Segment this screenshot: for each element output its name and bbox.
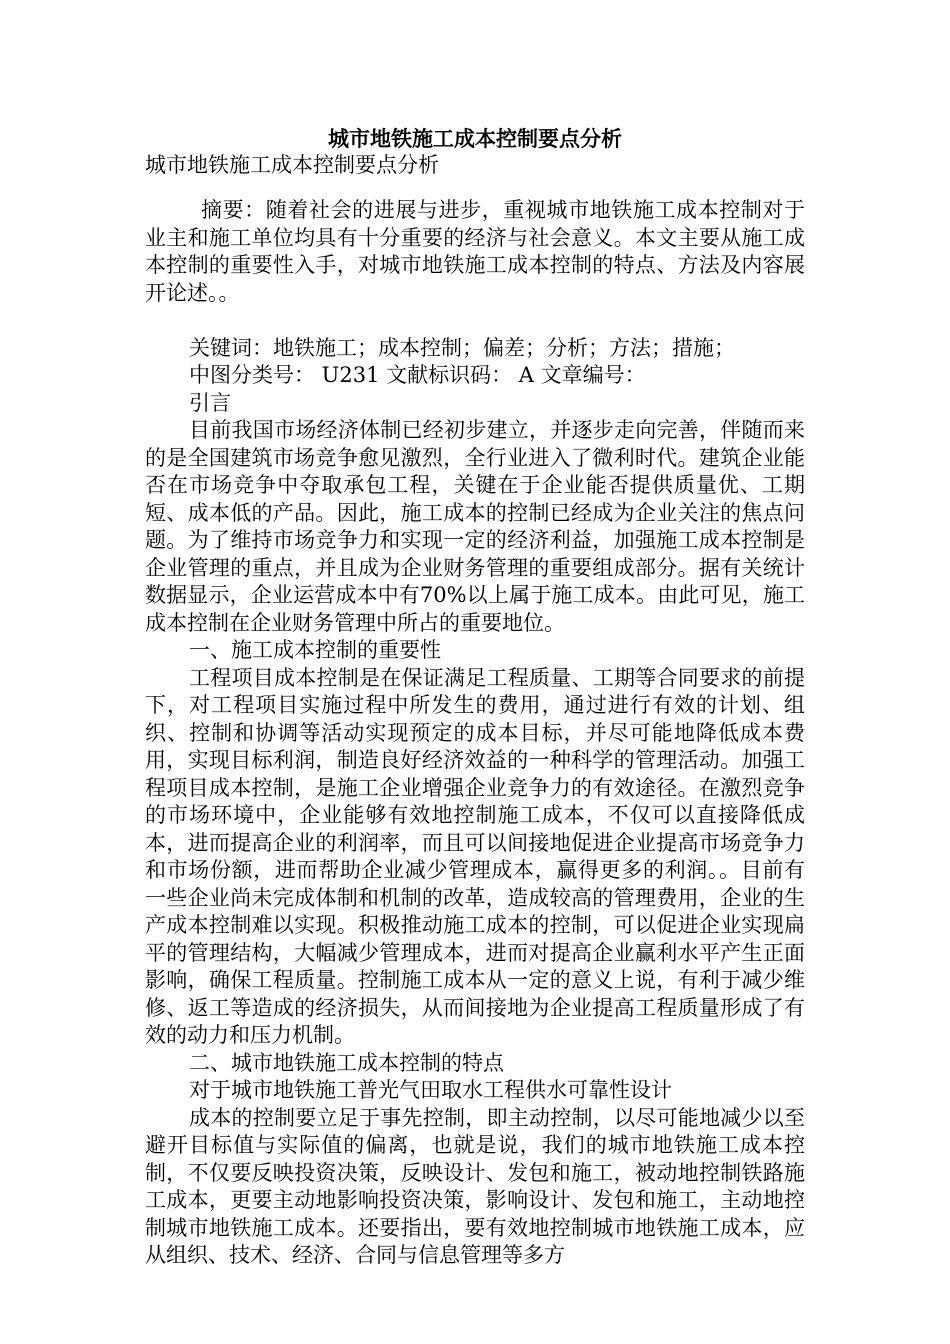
abstract-paragraph: 摘要：随着社会的进展与进步，重视城市地铁施工成本控制对于业主和施工单位均具有十分重要的经济与社会意义。本文主要从施工成本控制的重要性入手，对城市地铁施工成本控制的特点、方法及内容展开论述。。 — [145, 198, 805, 305]
classification-line: 中图分类号： U231 文献标识码： A 文章编号： — [189, 363, 646, 387]
section2-paragraph: 成本的控制要立足于事先控制，即主动控制，以尽可能地减少以至避开目标值与实际值的偏离，也就是说，我们的城市地铁施工成本控制，不仅要反映投资决策，反映设计、发包和施工，被动地控制铁路施工成本，更要主动地影响投资决策，影响设计、发包和施工，主动地控制城市地铁施工成本。还要指出，要有效地控制城市地铁施工成本，应从组织、技术、经济、合同与信息管理等多方 — [145, 1105, 805, 1267]
section1-heading: 一、施工成本控制的重要性 — [189, 638, 441, 662]
intro-heading: 引言 — [189, 390, 231, 415]
section2-note: 对于城市地铁施工普光气田取水工程供水可靠性设计 — [189, 1078, 672, 1102]
section2-heading: 二、城市地铁施工成本控制的特点 — [189, 1050, 504, 1075]
intro-paragraph: 目前我国市场经济体制已经初步建立，并逐步走向完善，伴随而来的是全国建筑市场竞争愈见激烈，全行业进入了微利时代。建筑企业能否在市场竞争中夺取承包工程，关键在于企业能否提供质量优、工期短、成本低的产品。因此，施工成本的控制已经成为企业关注的焦点问题。为了维持市场竞争力和实现一定的经济利益，加强施工成本控制是企业管理的重点，并且成为企业财务管理的重要组成部分。据有关统计数据显示，企业运营成本中有70%以上属于施工成本。由此可见，施工成本控制在企业财务管理中所占的重要地位。 — [145, 418, 805, 635]
document-body — [145, 197, 805, 1270]
document-subtitle: 城市地铁施工成本控制要点分析 — [145, 153, 439, 177]
document-title: 城市地铁施工成本控制要点分析 — [328, 126, 622, 151]
keywords-line: 关键词：地铁施工；成本控制；偏差；分析；方法；措施； — [189, 335, 735, 360]
section1-paragraph: 工程项目成本控制是在保证满足工程质量、工期等合同要求的前提下，对工程项目实施过程中所发生的费用，通过进行有效的计划、组织、控制和协调等活动实现预定的成本目标，并尽可能地降低成本费用，实现目标利润，制造良好经济效益的一种科学的管理活动。加强工程项目成本控制，是施工企业增强企业竞争力的有效途径。在激烈竞争的市场环境中，企业能够有效地控制施工成本，不仅可以直接降低成本，进而提高企业的利润率，而且可以间接地促进企业提高市场竞争力和市场份额，进而帮助企业减少管理成本，赢得更多的利润。。目前有一些企业尚未完成体制和机制的改革，造成较高的管理费用，企业的生产成本控制难以实现。积极推动施工成本的控制，可以促进企业实现扁平的管理结构，大幅减少管理成本，进而对提高企业赢利水平产生正面影响，确保工程质量。控制施工成本从一定的意义上说，有利于减少维修、返工等造成的经济损失，从而间接地为企业提高工程质量形成了有效的动力和压力机制。 — [145, 665, 805, 1047]
